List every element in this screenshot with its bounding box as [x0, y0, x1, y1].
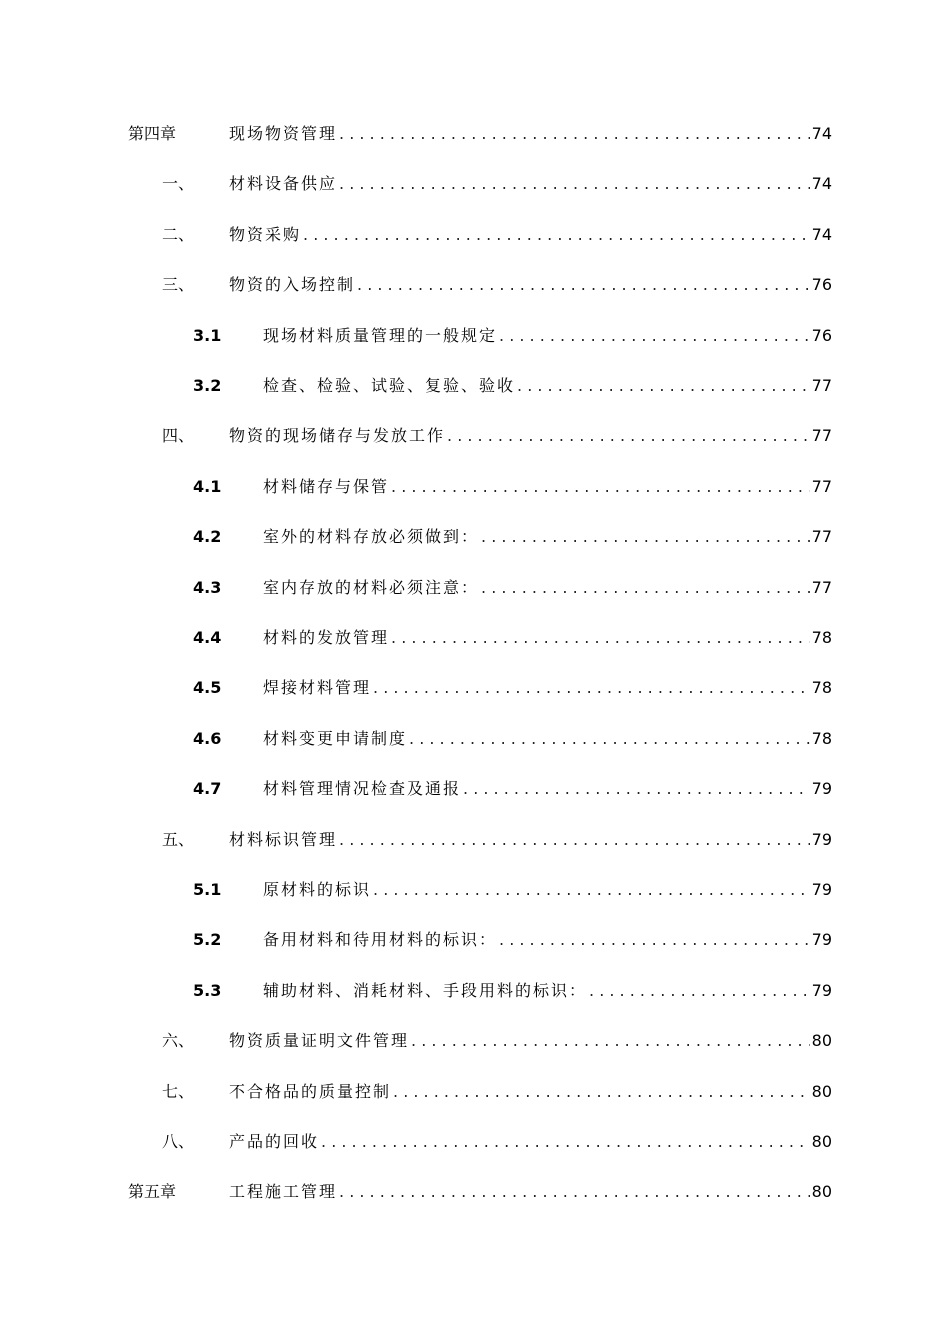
toc-entry-page-number: 79 — [811, 930, 832, 950]
toc-entry-page-number: 78 — [811, 678, 832, 698]
toc-entry-page-number: 74 — [811, 124, 832, 143]
toc-entry[interactable] — [193, 474, 832, 500]
toc-entry-number: 六、 — [162, 1031, 195, 1051]
toc-entry-number: 二、 — [162, 224, 195, 244]
toc-dot-leader — [447, 423, 810, 449]
toc-entry[interactable] — [193, 927, 832, 953]
toc-entry-number: 5.1 — [193, 880, 222, 899]
toc-entry-number: 4.7 — [193, 779, 222, 799]
toc-entry-page-number: 80 — [811, 1182, 832, 1202]
toc-entry-title: 产品的回收 — [229, 1132, 320, 1151]
toc-dot-leader — [339, 827, 810, 853]
toc-entry-title: 材料设备供应 — [229, 174, 338, 194]
toc-dot-leader — [463, 776, 810, 802]
toc-entry-page-number: 79 — [811, 980, 832, 1000]
toc-entry[interactable] — [193, 625, 832, 651]
toc-dot-leader — [409, 726, 810, 752]
toc-entry-page-number: 77 — [811, 476, 832, 496]
toc-entry-number: 第四章 — [128, 124, 177, 143]
toc-dot-leader — [357, 272, 810, 298]
toc-entry-page-number: 76 — [811, 275, 832, 295]
toc-entry-title: 物资采购 — [229, 224, 302, 244]
toc-dot-leader — [481, 524, 810, 550]
toc-entry-number: 4.5 — [193, 678, 222, 698]
toc-entry-title: 材料标识管理 — [229, 829, 338, 849]
toc-entry-title: 材料储存与保管 — [263, 476, 390, 496]
toc-entry[interactable] — [162, 272, 832, 298]
toc-entry-page-number: 78 — [811, 728, 832, 748]
toc-entry-page-number: 77 — [811, 577, 832, 597]
toc-entry-page-number: 78 — [811, 628, 832, 647]
toc-entry-page-number: 77 — [811, 426, 832, 446]
toc-entry-title: 现场材料质量管理的一般规定 — [263, 325, 498, 345]
toc-dot-leader — [373, 675, 810, 701]
toc-dot-leader — [339, 171, 810, 197]
toc-entry[interactable] — [193, 575, 832, 601]
toc-entry[interactable] — [193, 373, 832, 399]
toc-entry[interactable] — [162, 423, 832, 449]
toc-entry-title: 室内存放的材料必须注意： — [263, 577, 480, 597]
toc-entry-title: 物资的现场储存与发放工作 — [229, 426, 446, 446]
toc-entry-title: 工程施工管理 — [229, 1182, 338, 1202]
toc-entry[interactable] — [162, 1079, 832, 1105]
toc-entry-title: 检查、检验、试验、复验、验收 — [263, 376, 516, 395]
toc-entry[interactable] — [193, 877, 832, 903]
toc-entry-page-number: 79 — [811, 829, 832, 849]
toc-dot-leader — [339, 1179, 810, 1205]
toc-entry-number: 3.1 — [193, 325, 222, 345]
toc-dot-leader — [411, 1028, 810, 1054]
toc-entry-page-number: 77 — [811, 527, 832, 547]
toc-entry-number: 一、 — [162, 174, 195, 194]
toc-entry-page-number: 80 — [811, 1132, 832, 1151]
toc-dot-leader — [391, 474, 810, 500]
toc-entry-number: 4.3 — [193, 577, 222, 597]
toc-entry-title: 原材料的标识 — [263, 880, 372, 899]
toc-entry[interactable] — [193, 675, 832, 701]
toc-dot-leader — [481, 575, 810, 601]
toc-entry-title: 物资的入场控制 — [229, 275, 356, 295]
toc-entry[interactable] — [162, 171, 832, 197]
toc-entry-title: 焊接材料管理 — [263, 678, 372, 698]
toc-entry-title: 辅助材料、消耗材料、手段用料的标识： — [263, 980, 588, 1000]
toc-entry-page-number: 79 — [811, 880, 832, 899]
toc-entry[interactable] — [162, 827, 832, 853]
toc-entry-number: 3.2 — [193, 376, 222, 395]
toc-dot-leader — [373, 877, 810, 903]
toc-entry-title: 物资质量证明文件管理 — [229, 1031, 410, 1051]
toc-entry-title: 材料变更申请制度 — [263, 728, 408, 748]
toc-entry-page-number: 76 — [811, 325, 832, 345]
toc-dot-leader — [589, 978, 810, 1004]
toc-entry-title: 不合格品的质量控制 — [229, 1081, 392, 1101]
toc-entry-page-number: 79 — [811, 779, 832, 799]
toc-dot-leader — [393, 1079, 810, 1105]
toc-entry-page-number: 74 — [811, 174, 832, 194]
toc-entry-title: 材料管理情况检查及通报 — [263, 779, 462, 799]
toc-entry[interactable] — [162, 222, 832, 248]
toc-entry[interactable] — [193, 726, 832, 752]
toc-entry-title: 材料的发放管理 — [263, 628, 390, 647]
toc-entry-number: 4.2 — [193, 527, 222, 547]
toc-entry[interactable] — [162, 1028, 832, 1054]
toc-entry-number: 4.6 — [193, 728, 222, 748]
toc-entry-number: 4.1 — [193, 476, 222, 496]
toc-entry-page-number: 74 — [811, 224, 832, 244]
toc-dot-leader — [499, 323, 810, 349]
toc-dot-leader — [499, 927, 810, 953]
toc-entry-page-number: 80 — [811, 1081, 832, 1101]
toc-entry-number: 四、 — [162, 426, 195, 446]
toc-entry[interactable] — [128, 121, 832, 147]
toc-entry-number: 第五章 — [128, 1182, 177, 1202]
toc-entry[interactable] — [193, 323, 832, 349]
toc-entry-number: 八、 — [162, 1132, 195, 1151]
toc-entry-title: 备用材料和待用材料的标识： — [263, 930, 498, 950]
toc-dot-leader — [391, 625, 810, 651]
toc-dot-leader — [321, 1129, 810, 1155]
toc-entry[interactable] — [128, 1179, 832, 1205]
toc-entry-number: 5.3 — [193, 980, 222, 1000]
toc-entry[interactable] — [193, 776, 832, 802]
toc-entry-number: 5.2 — [193, 930, 222, 950]
toc-entry-page-number: 77 — [811, 376, 832, 395]
toc-entry-title: 现场物资管理 — [229, 124, 338, 143]
toc-dot-leader — [339, 121, 810, 147]
toc-dot-leader — [303, 222, 810, 248]
toc-entry-number: 4.4 — [193, 628, 222, 647]
toc-entry-number: 五、 — [162, 829, 195, 849]
toc-entry-title: 室外的材料存放必须做到： — [263, 527, 480, 547]
toc-dot-leader — [517, 373, 810, 399]
toc-entry[interactable] — [162, 1129, 832, 1155]
toc-entry[interactable] — [193, 978, 832, 1004]
toc-entry-number: 七、 — [162, 1081, 195, 1101]
toc-entry-number: 三、 — [162, 275, 195, 295]
toc-entry-page-number: 80 — [811, 1031, 832, 1051]
toc-entry[interactable] — [193, 524, 832, 550]
